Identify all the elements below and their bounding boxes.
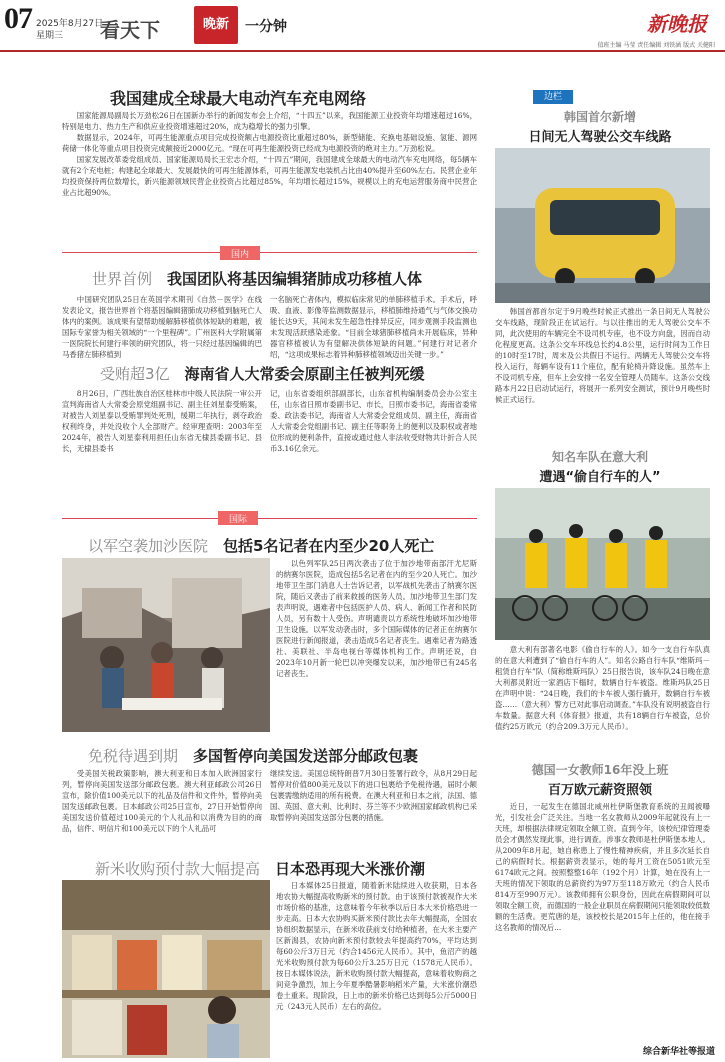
- sidebar-kicker: 德国一女教师16年没上班: [531, 763, 669, 777]
- rice-shop-photo: [62, 880, 270, 1058]
- lead-paragraph: 数据显示，2024年，可再生能源重点项目完成投资额占电源投资比重超过80%，新型储能、充换电基础设施、氢能、源网荷储一体化等重点项目投资完成额接近2000亿元。“现在可再生能源投资已经成为电源投资的绝对主力。”万劲松说。: [62, 133, 477, 153]
- page-number: 07: [4, 2, 32, 35]
- wanxin-logo: 晚新: [194, 6, 238, 44]
- sidebar-title: 百万欧元薪资照领: [547, 783, 652, 798]
- article-headline: [100, 363, 425, 384]
- headline-title: 多国暂停向美国发送部分邮政包裹: [193, 747, 419, 765]
- section-tag-international: 国际: [218, 511, 258, 525]
- body-text: 韩国首都首尔定于9月晚些时候正式推出一条日间无人驾驶公交车线路，现阶段正在试运行。与以往推出的无人驾驶公交车不同，此次使用的车辆完全不设司机专座，也不设方向盘，因而自动化程度更高。这条公交车环线总长约4.8公里，运行时间为工作日的10时至17时，周末及公共假日不运行。两辆无人驾驶公交车将投入运行，每辆车设有11个座位，配有轮椅升降设施。虽然车上不设司机专座，但车上会安排一名安全管理人员随车。这条公交线路本月22日启动试运行，将展开一系列安全测试，预计9月晚些时候正式运行。: [495, 307, 710, 404]
- body-text: 受美国关税政策影响，澳大利亚和日本加入欧洲国家行列，暂停向美国发送部分邮政包裹。澳大利亚邮政公司26日宣布，除价值100美元以下的礼品及信件和文件外，暂停向美国发送邮政包裹。日本邮政公司25日宣布，27日开始暂停向美国发送价值超过100美元的个人礼品和以消费为目的的商品，信件、明信片和100美元以下的个人礼品可: [62, 769, 262, 833]
- cyclists-image: [495, 488, 710, 640]
- sidebar-body: [495, 644, 710, 732]
- body-text: 继续发送。美国总统特朗普7月30日签署行政令，从8月29日起暂停对价值800美元及以下的进口包裹给予免税待遇，届时小额包裹需缴纳适用的所有税费。在澳大利亚和日本之前，法国、德国、英国、意大利、比利时、芬兰等不少欧洲国家邮政机构已采取暂停向美国发送部分包裹的措施。: [270, 769, 477, 822]
- bus-image: [495, 148, 710, 303]
- weekday-text: 星期三: [36, 31, 64, 41]
- article-headline: [88, 535, 434, 556]
- lead-body: [62, 110, 477, 198]
- section-tag-domestic: 国内: [220, 246, 260, 260]
- sidebar: [485, 56, 715, 1056]
- article-col-left: [62, 768, 262, 834]
- article-col-right: [270, 388, 477, 454]
- gaza-hospital-photo: [62, 558, 270, 732]
- headline-kicker: 以军空袭加沙医院: [88, 537, 209, 555]
- sidebar-tag: 边栏: [533, 90, 573, 104]
- date-text: 2025年8月27日: [36, 19, 104, 29]
- sidebar-title: 遭遇“偷自行车的人”: [539, 470, 661, 485]
- issue-date: [36, 18, 103, 42]
- autonomous-bus-photo: [495, 148, 710, 303]
- sidebar-body: [495, 306, 710, 405]
- source-credit: 综合新华社等报道: [642, 1047, 715, 1057]
- headline-kicker: 世界首例: [92, 270, 153, 288]
- article-col-left: [62, 294, 262, 360]
- editor-credits: 值班主编 马莹 责任编辑 刘铁涵 版式 关健阳: [597, 42, 715, 49]
- section-rule: [62, 518, 477, 519]
- article-col-right: [276, 558, 477, 679]
- page-header: [0, 0, 725, 52]
- cycling-team-photo: [495, 488, 710, 640]
- column-subtitle: 一分钟: [245, 19, 287, 35]
- headline-title: 包括5名记者在内至少20人死亡: [223, 537, 435, 555]
- lead-headline: 我国建成全球最大电动汽车充电网络: [110, 89, 367, 108]
- lead-paragraph: 国家能源局副局长万劲松26日在国新办举行的新闻发布会上介绍，“十四五”以来，我国能源工业投资年均增速超过16%，特别是电力、热力生产和供应业投资增速超过20%，成为稳增长的强力引擎。: [62, 111, 477, 131]
- sidebar-body: [495, 801, 710, 1039]
- body-text: 中国研究团队25日在英国学术期刊《自然－医学》在线发表论文，报告世界首个将基因编辑猪肺成功移植到脑死亡人体内的案例。该成果有望帮助缓解肺移植供体短缺的难题，被国际专家誉为相关领域的“一个里程碑”。广州医科大学附属第一医院院长何建行率领的研究团队，将一只经过基因编辑的巴马香猪左肺移植到: [62, 295, 262, 359]
- headline-title: 海南省人大常委会原副主任被判死缓: [184, 365, 425, 383]
- article-col-right: [270, 768, 477, 823]
- body-text: 以色列军队25日两次袭击了位于加沙地带南部汗尤尼斯的纳赛尔医院，造成包括5名记者在内的至少20人死亡。加沙地带卫生部门消息人士告诉记者，以军战机先袭击了纳赛尔医院，随后又袭击了前来救援的医务人员。加沙地带卫生部门发表声明说，遇难者中包括医护人员、病人、新闻工作者和民防人员，另有数十人受伤。声明谴责以方系统性地破坏加沙地带卫生设施。以军发动袭击时，多个国际媒体的记者正在纳赛尔医院进行新闻报道，袭击造成5名记者丧生。遇难记者为路透社、美联社、半岛电视台等媒体机构工作。声明还说，自2023年10月新一轮巴以冲突爆发以来，加沙地带已有245名记者丧生。: [276, 559, 477, 678]
- headline-title: 我国团队将基因编辑猪肺成功移植人体: [167, 270, 423, 288]
- body-text: 记，山东省委组织部副部长，山东省机构编制委员会办公室主任，山东省日照市委副书记、市长，日照市委书记，海南省委常委、政法委书记，海南省人大常委会党组成员、副主任，海南省人大常委会党组副书记、副主任等职务上的便利以及职权或者地位形成的便利条件，直接或通过他人非法收受财物共计折合人民币3.16亿余元。: [270, 389, 477, 453]
- column-title: 看天下: [100, 18, 160, 42]
- headline-kicker: 受贿超3亿: [100, 365, 170, 383]
- headline-kicker: 新米收购预付款大幅提高: [95, 860, 261, 878]
- headline-title: 日本恐再现大米涨价潮: [275, 860, 426, 878]
- body-text: 一名脑死亡者体内，模拟临床常见的单肺移植手术。手术后，呼吸、血液、影像等监测数据显示，移植肺维持通气与气体交换功能长达9天，其间未发生超急性排异反应，同步观测手段监测也未发现活跃感染迹象。“目前全球猪肺移植尚未开展临床，异种器官移植被认为有望解决供体短缺的问题。”何建行对记者介绍，“这项成果标志着异种肺移植领域迈出关键一步。”: [270, 295, 477, 359]
- sidebar-kicker: 韩国首尔新增: [563, 110, 636, 124]
- newspaper-brand-logo: 新晚报: [647, 12, 707, 36]
- section-rule: [62, 252, 477, 253]
- article-headline: [95, 858, 425, 879]
- sidebar-kicker: 知名车队在意大利: [551, 450, 648, 464]
- article-col-right: [270, 294, 477, 360]
- rice-shelf-image: [62, 880, 270, 1058]
- sidebar-title: 日间无人驾驶公交车线路: [528, 130, 672, 145]
- headline-kicker: 免税待遇到期: [88, 747, 179, 765]
- body-text: 8月26日，广西壮族自治区桂林市中级人民法院一审公开宣判海南省人大常委会原党组副书记、副主任刘星泰受贿案，对被告人刘星泰以受贿罪判处死刑，缓期二年执行，剥夺政治权利终身，并处没收个人全部财产。经审理查明：2003年至2024年，被告人刘星泰利用担任山东省无棣县委副书记、县长，无棣县委书: [62, 389, 262, 453]
- article-headline: [92, 268, 422, 289]
- article-col-right: [276, 880, 477, 1012]
- body-text: 日本媒体25日报道，随着新米陆续进入收获期，日本各地农协大幅提高收购新米的预付款。由于该预付款被视作大米市场价格的基准，这意味着今年秋季以后日本大米价格恐进一步走高。日本大农协购买新米预付款比去年大幅提高，全国农协组织数据显示，在新米收获前支付给种植者，在大米主要产区新潟县，农协向新米预付款较去年提高约70%，平均达到每60公斤3万日元（约合1456元人民币）。其中，鱼沼产的越光米收购预付款为每60公斤3.25万日元（1578元人民币）。按日本媒体说法，新米收购预付款大幅提高，意味着收购商之间竞争激烈，加上今年夏季酷暑影响稻米产量，大米涨价潮恐卷土重来。现阶段，日上市的新米价格已达到每5公斤5000日元（243元人民币）左右的高位。: [276, 881, 477, 1011]
- article-col-left: [62, 388, 262, 454]
- body-text: 近日，一起发生在德国北威州杜伊斯堡教育系统的丑闻被曝光，引发社会广泛关注。当地一名女教师从2009年起就没有上一天班，却根据法律规定领取全额工资。直到今年，该校纪律管理委员会才偶然发现此事，进行调查。涉事女教师是杜伊斯堡本地人。从2009年8月起，她自称患上了慢性精神疾病，并且多次延长自己的病假时长。根据薪资表显示，她的每月工资在5051欧元至6174欧元之间。按照整整16年（192个月）计算，她在没有上一天班的情况下领取的总薪资约为97万至118万欧元（约合人民币814万至990万元）。该教师拥有公职身份，因此在病假期间可以领取全额工资，而德国的一般企业职员在病假期间只能领取较低数额的生活费。更荒唐的是，该校校长是2015年上任的，他在接手这名教师的情况后...: [495, 802, 710, 932]
- body-text: 意大利有部著名电影《偷自行车的人》。如今一支自行车队真的在意大利遭到了“偷自行车的人”。知名公路自行车队“维斯玛－租赁自行车”队（简称维斯玛队）25日报告说，该车队24日晚在意大利都灵附近一家酒店下榻时，数辆自行车被盗。维斯玛队25日在声明中说：“24日晚，我们的卡车被人强行撬开，数辆自行车被盗……（意大利）警方已对此事启动调查。”车队没有说明被盗自行车数量。据意大利《体育报》报道，共有18辆自行车被盗，总价值约25万欧元（约合209.3万元人民币）。: [495, 645, 710, 731]
- article-headline: [88, 745, 418, 766]
- rubble-scene-image: [62, 558, 270, 732]
- lead-paragraph: 国家发展改革委党组成员、国家能源局局长王宏志介绍，“十四五”期间，我国建成全球最大的电动汽车充电网络，每5辆车就有2个充电桩；构建起全球最大、发展最快的可再生能源体系，可再生能源发电装机占比由40%提升至60%左右。民营企业年均投资保持两位数增长，新兴能源领域民营企业投资占比超过85%，年均增长超过15%，规模以上的充电运营服务商中民营企业占比超90%。: [62, 155, 477, 197]
